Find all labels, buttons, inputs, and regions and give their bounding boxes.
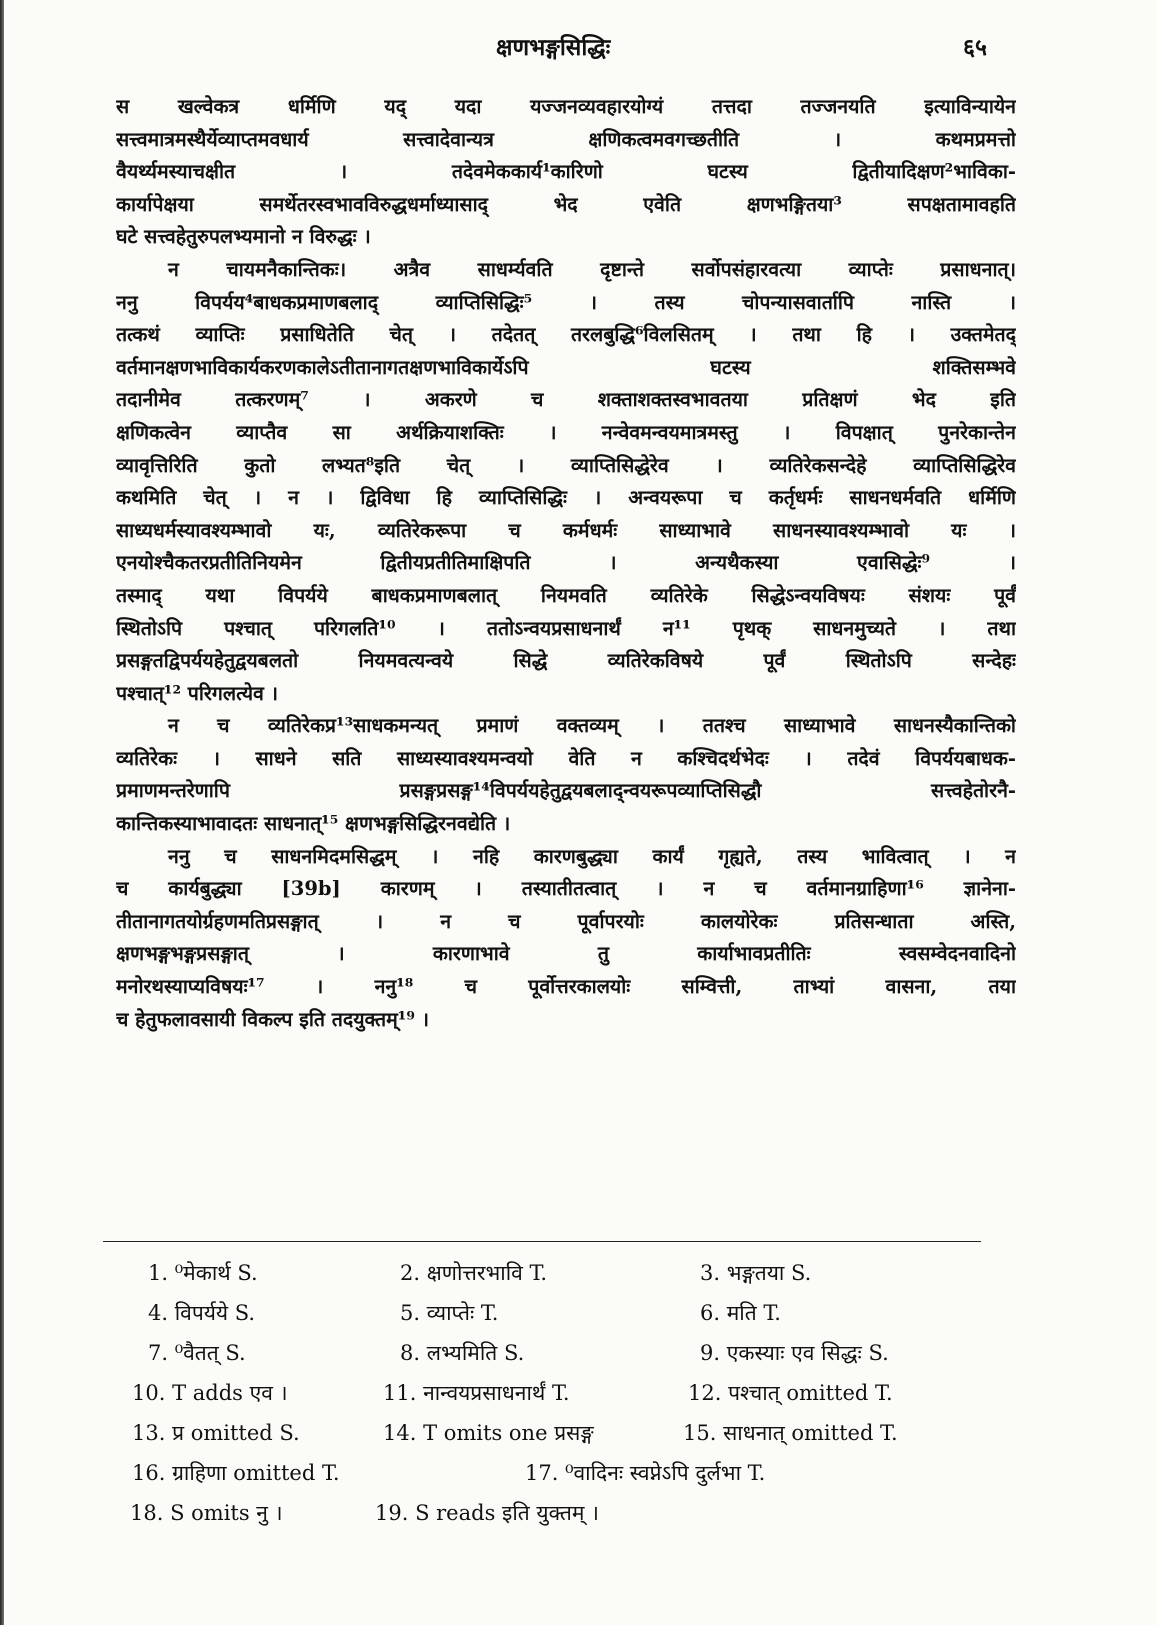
text-line: तस्माद् यथा विपर्यये बाधकप्रमाणबलात् नियमवति व्यतिरेके सिद्धेऽन्वयविषयः संशयः पूर्वं bbox=[116, 583, 1016, 607]
text-line: तीतानागतयोर्ग्रहणमतिप्रसङ्गात् । न च पूर्वापरयोः कालयोरेकः प्रतिसन्धाता अस्ति, bbox=[116, 909, 1016, 933]
text-line: कान्तिकस्याभावादतः साधनात्¹⁵ क्षणभङ्गसिद्धिरनवद्येति । bbox=[116, 812, 511, 836]
footnote: 5. व्याप्तेः T. bbox=[400, 1301, 499, 1325]
footnote-row bbox=[130, 1499, 990, 1539]
text-line: प्रसङ्गतद्विपर्ययहेतुद्वयबलतो नियमवत्यन्वये सिद्धे व्यतिरेकविषये पूर्वं स्थितोऽपि सन्देहः bbox=[116, 649, 1016, 673]
footnote-row bbox=[130, 1339, 990, 1379]
text-line: च हेतुफलावसायी विकल्प इति तदयुक्तम्¹⁹ । bbox=[116, 1007, 430, 1031]
body-text bbox=[116, 91, 1016, 1036]
text-line: एनयोश्चैकतरप्रतीतिनियमेन द्वितीयप्रतीतिमाक्षिपति । अन्यथैकस्या एवासिद्धेः⁹ । bbox=[116, 551, 1016, 575]
footnote: 19. S reads इति युक्तम् । bbox=[375, 1501, 600, 1525]
footnote: 15. साधनात् omitted T. bbox=[683, 1421, 898, 1445]
text-line: ननु विपर्यय⁴बाधकप्रमाणबलाद् व्याप्तिसिद्धिः⁵ । तस्य चोपन्यासवार्तापि नास्ति । bbox=[116, 290, 1016, 314]
footnote-row bbox=[130, 1379, 990, 1419]
text-line: न चायमनैकान्तिकः। अत्रैव साधर्म्यवति दृष्टान्ते सर्वोपसंहारवत्या व्याप्तेः प्रसाधनात्। bbox=[168, 257, 1016, 281]
footnote: 1. ⁰मेकार्थ S. bbox=[148, 1261, 258, 1285]
text-line: क्षणिकत्वेन व्याप्तैव सा अर्थक्रियाशक्तिः । नन्वेवमन्वयमात्रमस्तु । विपक्षात् पुनरेकान्तेन bbox=[116, 420, 1016, 444]
footnote: 12. पश्चात् omitted T. bbox=[688, 1381, 893, 1405]
text-line: वर्तमानक्षणभाविकार्यकरणकालेऽतीतानागतक्षणभाविकार्येऽपि घटस्य शक्तिसम्भवे bbox=[116, 355, 1016, 379]
footnote: 17. ⁰वादिनः स्वप्नेऽपि दुर्लभा T. bbox=[525, 1461, 766, 1485]
footnote: 18. S omits नु । bbox=[130, 1501, 283, 1525]
footnote-row bbox=[130, 1459, 990, 1499]
footnote: 9. एकस्याः एव सिद्धः S. bbox=[700, 1341, 889, 1365]
footnote-divider bbox=[103, 1241, 981, 1242]
footnotes bbox=[130, 1259, 990, 1539]
footnote: 6. मति T. bbox=[700, 1301, 781, 1325]
footnote: 10. T adds एव । bbox=[132, 1381, 288, 1405]
text-line: घटे सत्त्वहेतुरुपलभ्यमानो न विरुद्धः । bbox=[116, 225, 371, 249]
footnote: 16. ग्राहिणा omitted T. bbox=[132, 1461, 340, 1485]
text-line: वैयर्थ्यमस्याचक्षीत । तदेवमेककार्य¹कारिणो घटस्य द्वितीयादिक्षण²भाविका- bbox=[116, 160, 1016, 184]
footnote: 2. क्षणोत्तरभावि T. bbox=[400, 1261, 548, 1285]
footnote: 3. भङ्गतया S. bbox=[700, 1261, 812, 1285]
text-line: स खल्वेकत्र धर्मिणि यद् यदा यज्जनव्यवहारयोग्यं तत्तदा तज्जनयति इत्याविन्यायेन bbox=[116, 95, 1016, 118]
text-line: तदानीमेव तत्करणम्⁷ । अकरणे च शक्ताशक्तस्वभावतया प्रतिक्षणं भेद इति bbox=[116, 388, 1016, 412]
text-line: व्यावृत्तिरिति कुतो लभ्यत⁸इति चेत् । व्याप्तिसिद्धेरेव । व्यतिरेकसन्देहे व्याप्तिसिद्धिरेव bbox=[116, 453, 1016, 477]
text-line: कथमिति चेत् । न । द्विविधा हि व्याप्तिसिद्धिः । अन्वयरूपा च कर्तृधर्मः साधनधर्मवति धर्मिणि bbox=[116, 486, 1016, 510]
running-title: क्षणभङ्गसिद्धिः bbox=[496, 34, 611, 61]
page-header bbox=[0, 30, 1157, 66]
text-line: च कार्यबुद्ध्या [39b] कारणम् । तस्यातीतत्वात् । न च वर्तमानग्राहिणा¹⁶ ज्ञानेना- bbox=[116, 877, 1016, 901]
text-line: मनोरथस्याप्यविषयः¹⁷ । ननु¹⁸ च पूर्वोत्तरकालयोः सम्वित्ती, ताभ्यां वासना, तया bbox=[116, 975, 1016, 999]
text-line: कार्यापेक्षया समर्थेतरस्वभावविरुद्धधर्माध्यासाद् भेद एवेति क्षणभङ्गितया³ सपक्षतामावहति bbox=[116, 192, 1016, 216]
text-line: पश्चात्¹² परिगलत्येव । bbox=[116, 681, 279, 705]
text-line: सत्त्वमात्रमस्थैर्येव्याप्तमवधार्य सत्त्वादेवान्यत्र क्षणिकत्वमवगच्छतीति । कथमप्रमत्तो bbox=[116, 127, 1016, 151]
footnote-row bbox=[130, 1299, 990, 1339]
footnote: 14. T omits one प्रसङ्ग bbox=[383, 1421, 594, 1445]
text-line: प्रमाणमन्तरेणापि प्रसङ्गप्रसङ्ग¹⁴विपर्ययहेतुद्वयबलाद्न्वयरूपव्याप्तिसिद्धौ सत्त्वहेतोरनै- bbox=[116, 779, 1016, 803]
text-line: व्यतिरेकः । साधने सति साध्यस्यावश्यमन्वयो वेति न कश्चिदर्थभेदः । तदेवं विपर्ययबाधक- bbox=[116, 746, 1016, 770]
footnote-row bbox=[130, 1419, 990, 1459]
footnote: 8. लभ्यमिति S. bbox=[400, 1341, 525, 1365]
footnote: 13. प्र omitted S. bbox=[132, 1421, 300, 1445]
text-line: तत्कथं व्याप्तिः प्रसाधितेति चेत् । तदेतत् तरलबुद्धि⁶विलसितम् । तथा हि । उक्तमेतद् bbox=[116, 323, 1016, 347]
text-line: साध्यधर्मस्यावश्यम्भावो यः, व्यतिरेकरूपा च कर्मधर्मः साध्याभावे साधनस्यावश्यम्भावो यः । bbox=[116, 518, 1016, 542]
text-line: ननु च साधनमिदमसिद्धम् । नहि कारणबुद्ध्या कार्यं गृह्यते, तस्य भावित्वात् । न bbox=[168, 844, 1016, 868]
footnote-row bbox=[130, 1259, 990, 1299]
footnote: 7. ⁰वैतत् S. bbox=[148, 1341, 246, 1365]
text-line: न च व्यतिरेकप्र¹³साधकमन्यत् प्रमाणं वक्तव्यम् । ततश्च साध्याभावे साधनस्यैकान्तिको bbox=[168, 714, 1016, 738]
text-line: क्षणभङ्गभङ्गप्रसङ्गात् । कारणाभावे तु कार्याभावप्रतीतिः स्वसम्वेदनवादिनो bbox=[116, 942, 1016, 966]
text-line: स्थितोऽपि पश्चात् परिगलति¹⁰ । ततोऽन्वयप्रसाधनार्थं न¹¹ पृथक् साधनमुच्यते । तथा bbox=[116, 616, 1016, 640]
page-number: ६५ bbox=[963, 34, 987, 61]
scan-edge bbox=[0, 0, 4, 1625]
footnote: 4. विपर्यये S. bbox=[148, 1301, 256, 1325]
footnote: 11. नान्वयप्रसाधनार्थं T. bbox=[383, 1381, 570, 1405]
